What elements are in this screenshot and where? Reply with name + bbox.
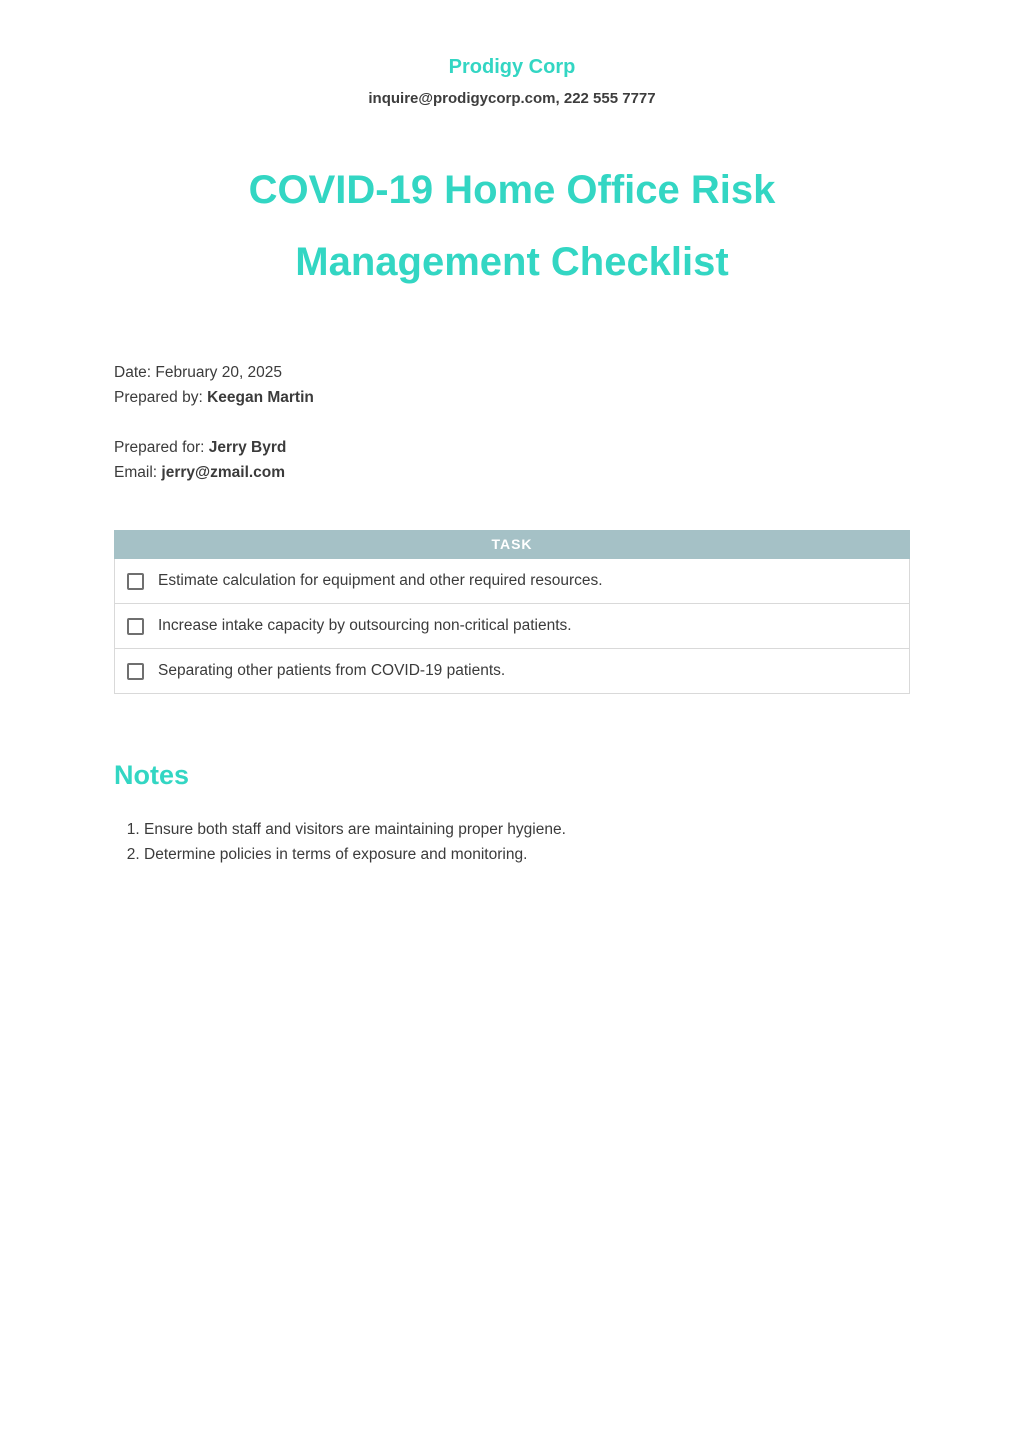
- task-label: Separating other patients from COVID-19 patients.: [158, 662, 506, 679]
- email-value: jerry@zmail.com: [161, 464, 286, 481]
- page-title: COVID-19 Home Office Risk Management Checklist: [248, 168, 776, 284]
- meta-section: [114, 360, 910, 485]
- company-name: Prodigy Corp: [448, 56, 576, 78]
- task-table-header: TASK: [114, 530, 910, 559]
- task-rows: [114, 559, 910, 694]
- prepared-by-label: Prepared by:: [114, 389, 203, 406]
- prepared-for-value: Jerry Byrd: [208, 439, 287, 456]
- task-label: Increase intake capacity by outsourcing non-critical patients.: [158, 617, 572, 634]
- prepared-for-label: Prepared for:: [114, 439, 205, 456]
- task-checkbox[interactable]: [127, 573, 144, 590]
- company-contact-line: inquire@prodigycorp.com, 222 555 7777: [368, 90, 656, 107]
- prepared-by-group: [114, 360, 910, 410]
- email-label: Email:: [114, 464, 158, 481]
- email-line: [114, 460, 910, 485]
- prepared-for-group: [114, 435, 910, 485]
- notes-heading: Notes: [114, 760, 190, 790]
- notes-list: [114, 817, 910, 867]
- task-row: [115, 559, 909, 604]
- document-header: [114, 56, 910, 107]
- task-row: [115, 604, 909, 649]
- notes-list-item: 2. Determine policies in terms of exposure and monitoring.: [144, 842, 910, 867]
- date-label: Date:: [114, 364, 152, 381]
- task-checkbox[interactable]: [127, 618, 144, 635]
- task-row: [115, 649, 909, 693]
- date-value: February 20, 2025: [155, 364, 283, 381]
- notes-list-item: 1. Ensure both staff and visitors are maintaining proper hygiene.: [144, 817, 910, 842]
- prepared-by-value: Keegan Martin: [207, 389, 314, 406]
- task-table: [114, 530, 910, 694]
- prepared-for-line: [114, 435, 910, 460]
- prepared-by-line: [114, 385, 910, 410]
- task-label: Estimate calculation for equipment and other required resources.: [158, 572, 603, 589]
- date-line: [114, 360, 910, 385]
- task-checkbox[interactable]: [127, 663, 144, 680]
